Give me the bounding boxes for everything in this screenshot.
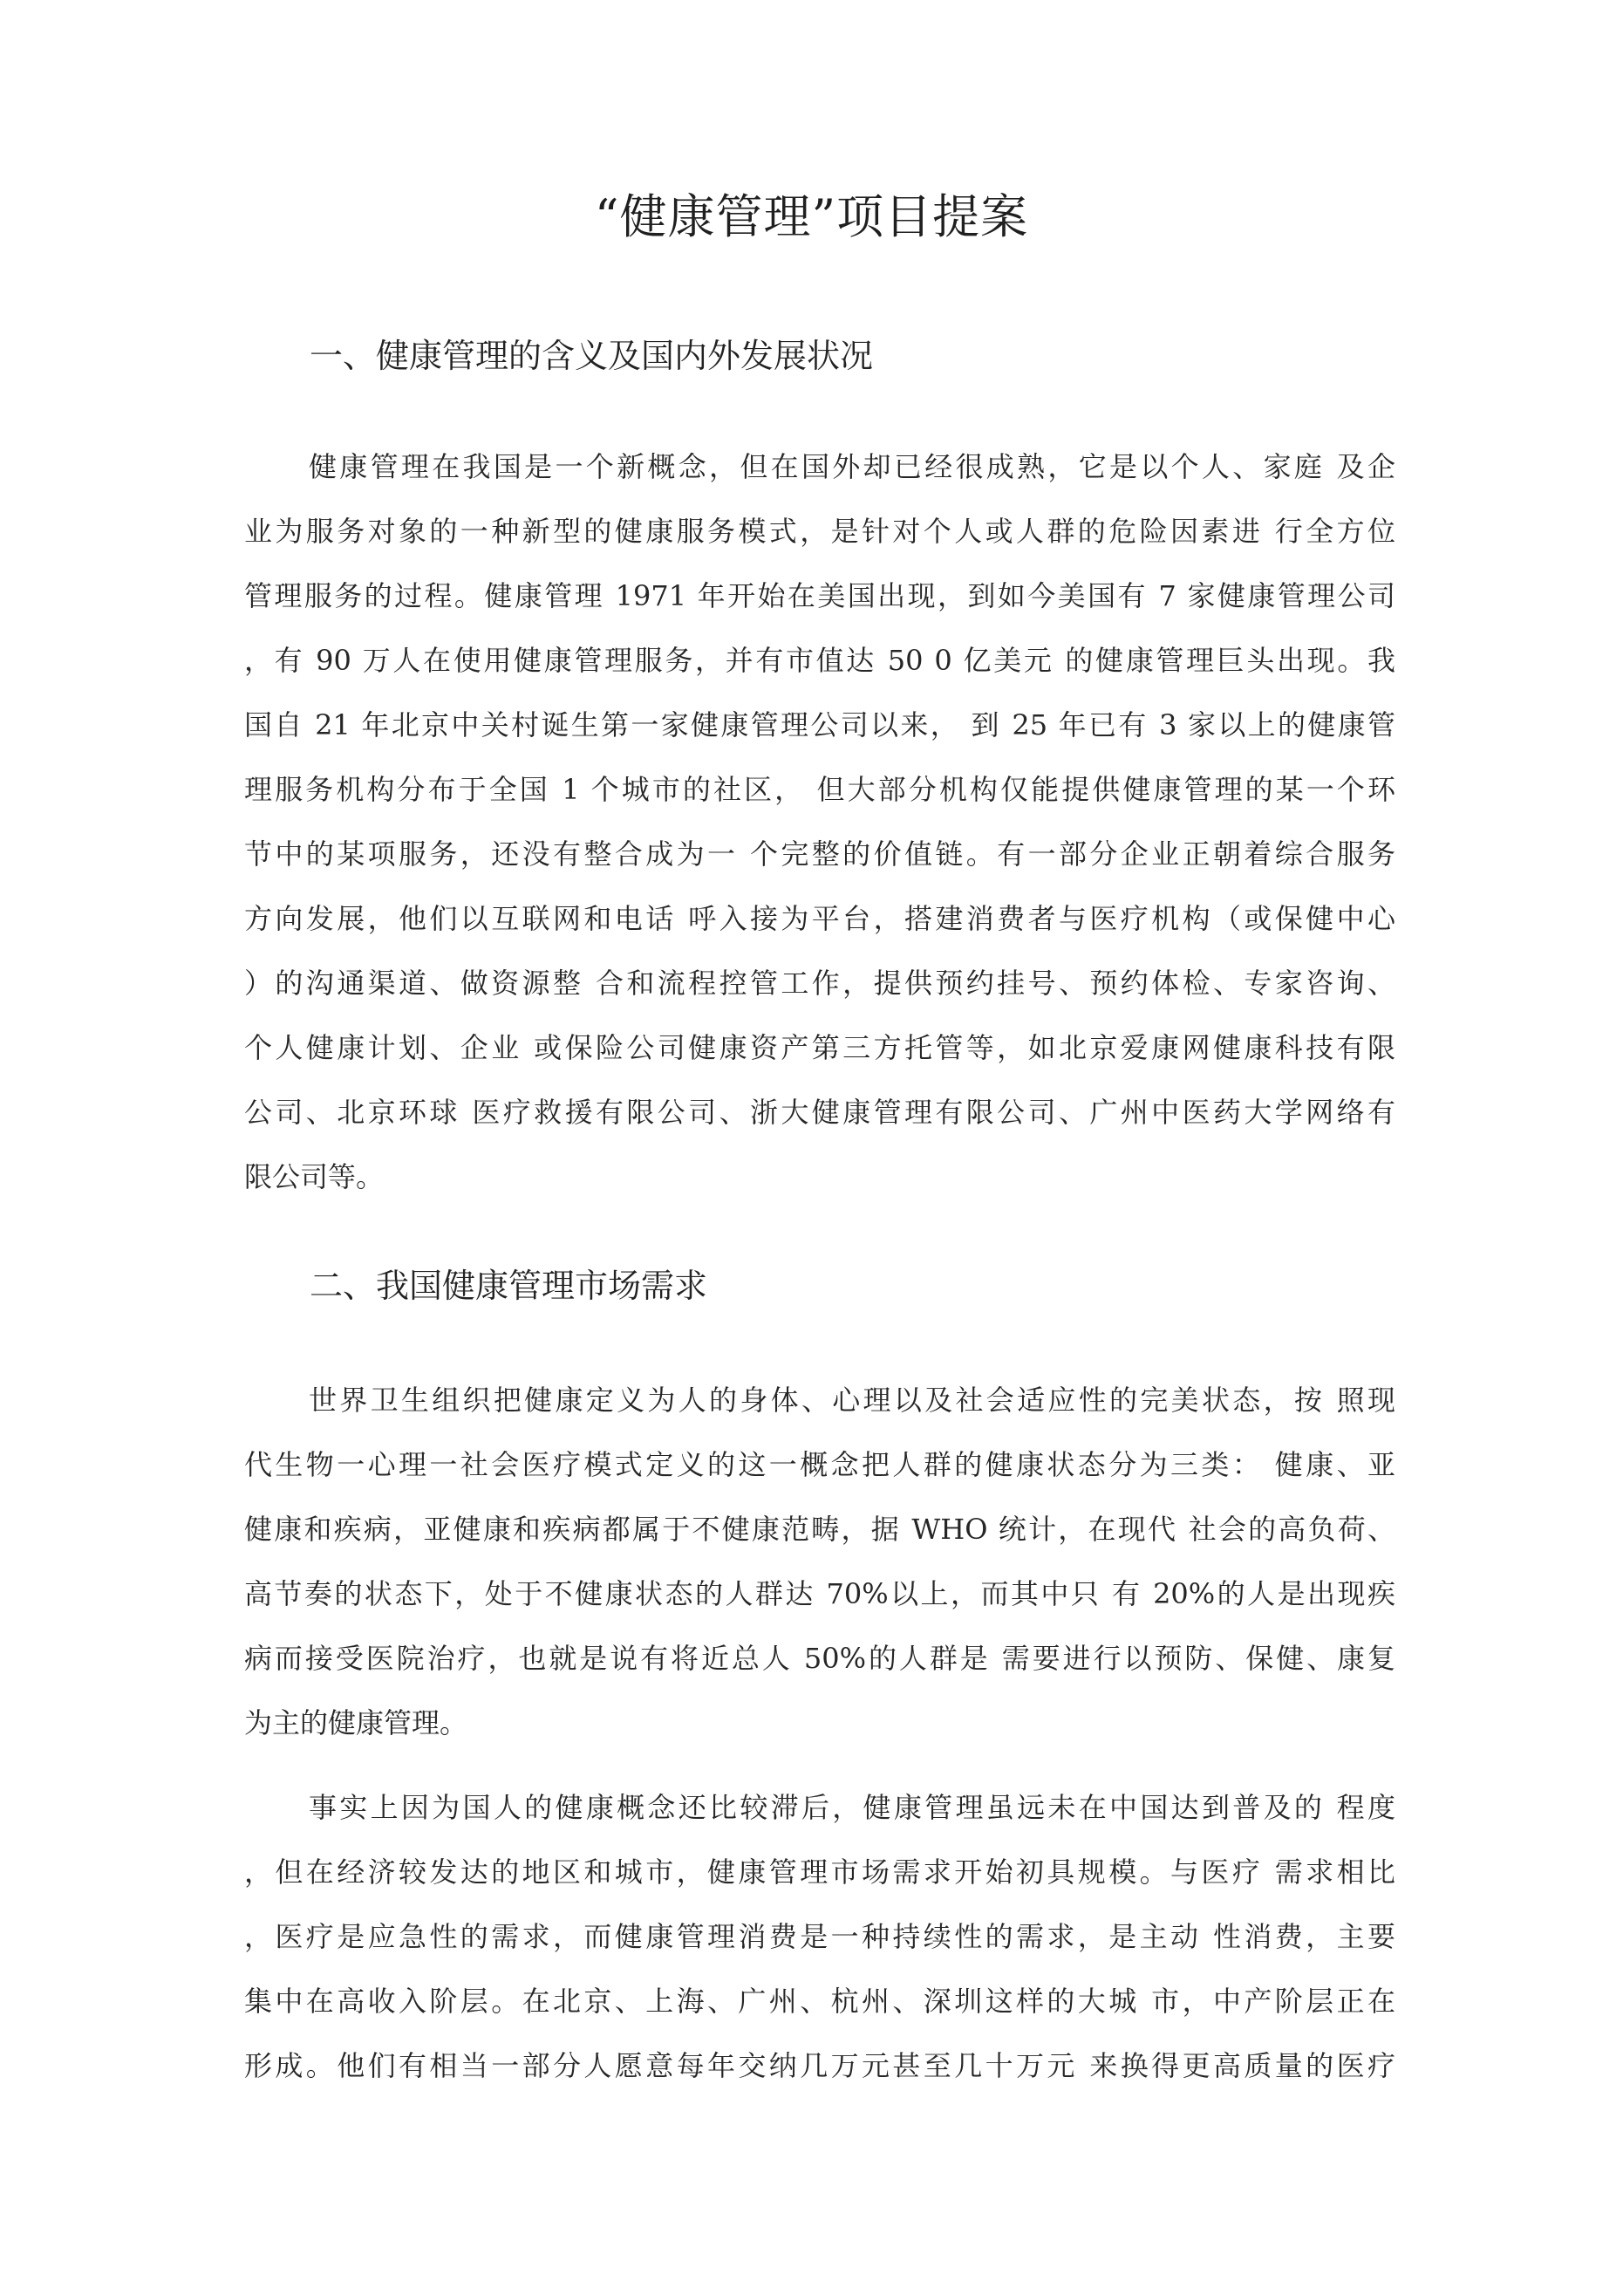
paragraph-line: 理服务机构分布于全国 1 个城市的社区， 但大部分机构仅能提供健康管理的某一个环 — [244, 773, 1395, 806]
paragraph-line: 个人健康计划、企业 或保险公司健康资产第三方托管等，如北京爱康网健康科技有限 — [244, 1031, 1395, 1064]
paragraph-line: 事实上因为国人的健康概念还比较滞后，健康管理虽远未在中国达到普及的 程度 — [309, 1791, 1395, 1824]
paragraph-line: 为主的健康管理。 — [244, 1706, 468, 1739]
paragraph-line: ，有 90 万人在使用健康管理服务，并有市值达 50 0 亿美元 的健康管理巨头出现。我 — [244, 644, 1395, 677]
section-2-paragraph-1 — [244, 1368, 1395, 1755]
paragraph-line: 健康和疾病，亚健康和疾病都属于不健康范畴，据 WHO 统计，在现代 社会的高负荷、 — [244, 1513, 1395, 1546]
section-2-paragraph-2 — [244, 1775, 1395, 2098]
paragraph-line: ，医疗是应急性的需求，而健康管理消费是一种持续性的需求，是主动 性消费，主要 — [244, 1920, 1395, 1953]
paragraph-line: 高节奏的状态下，处于不健康状态的人群达 70%以上，而其中只 有 20%的人是出现疾 — [244, 1577, 1395, 1610]
paragraph-line: 形成。他们有相当一部分人愿意每年交纳几万元甚至几十万元 来换得更高质量的医疗 — [244, 2049, 1395, 2082]
document-title: “健康管理”项目提案 — [594, 189, 1029, 244]
paragraph-line: 公司、北京环球 医疗救援有限公司、浙大健康管理有限公司、广州中医药大学网络有 — [244, 1096, 1395, 1129]
paragraph-line: 限公司等。 — [244, 1160, 385, 1193]
paragraph-line: 国自 21 年北京中关村诞生第一家健康管理公司以来， 到 25 年已有 3 家以上的健康管 — [244, 708, 1395, 741]
paragraph-line: 病而接受医院治疗，也就是说有将近总人 50%的人群是 需要进行以预防、保健、康复 — [244, 1642, 1395, 1675]
paragraph-line: 集中在高收入阶层。在北京、上海、广州、杭州、深圳这样的大城 市，中产阶层正在 — [244, 1985, 1395, 2018]
paragraph-line: 业为服务对象的一种新型的健康服务模式，是针对个人或人群的危险因素进 行全方位 — [244, 515, 1395, 548]
paragraph-line: 健康管理在我国是一个新概念，但在国外却已经很成熟，它是以个人、家庭 及企 — [309, 450, 1395, 483]
paragraph-line: 世界卫生组织把健康定义为人的身体、心理以及社会适应性的完美状态，按 照现 — [309, 1384, 1395, 1417]
section-1-paragraph-1 — [244, 434, 1395, 1209]
paragraph-line: 代生物一心理一社会医疗模式定义的这一概念把人群的健康状态分为三类： 健康、亚 — [244, 1448, 1395, 1481]
paragraph-line: 方向发展，他们以互联网和电话 呼入接为平台，搭建消费者与医疗机构（或保健中心 — [244, 902, 1395, 935]
section-1-heading: 一、健康管理的含义及国内外发展状况 — [310, 337, 874, 375]
section-2-heading: 二、我国健康管理市场需求 — [310, 1267, 708, 1305]
paragraph-line: 管理服务的过程。健康管理 1971 年开始在美国出现，到如今美国有 7 家健康管理公司 — [244, 579, 1395, 612]
paragraph-line: ，但在经济较发达的地区和城市，健康管理市场需求开始初具规模。与医疗 需求相比 — [244, 1855, 1395, 1889]
paragraph-line: 节中的某项服务，还没有整合成为一 个完整的价值链。有一部分企业正朝着综合服务 — [244, 837, 1395, 871]
paragraph-line: ）的沟通渠道、做资源整 合和流程控管工作，提供预约挂号、预约体检、专家咨询、 — [244, 967, 1395, 1000]
